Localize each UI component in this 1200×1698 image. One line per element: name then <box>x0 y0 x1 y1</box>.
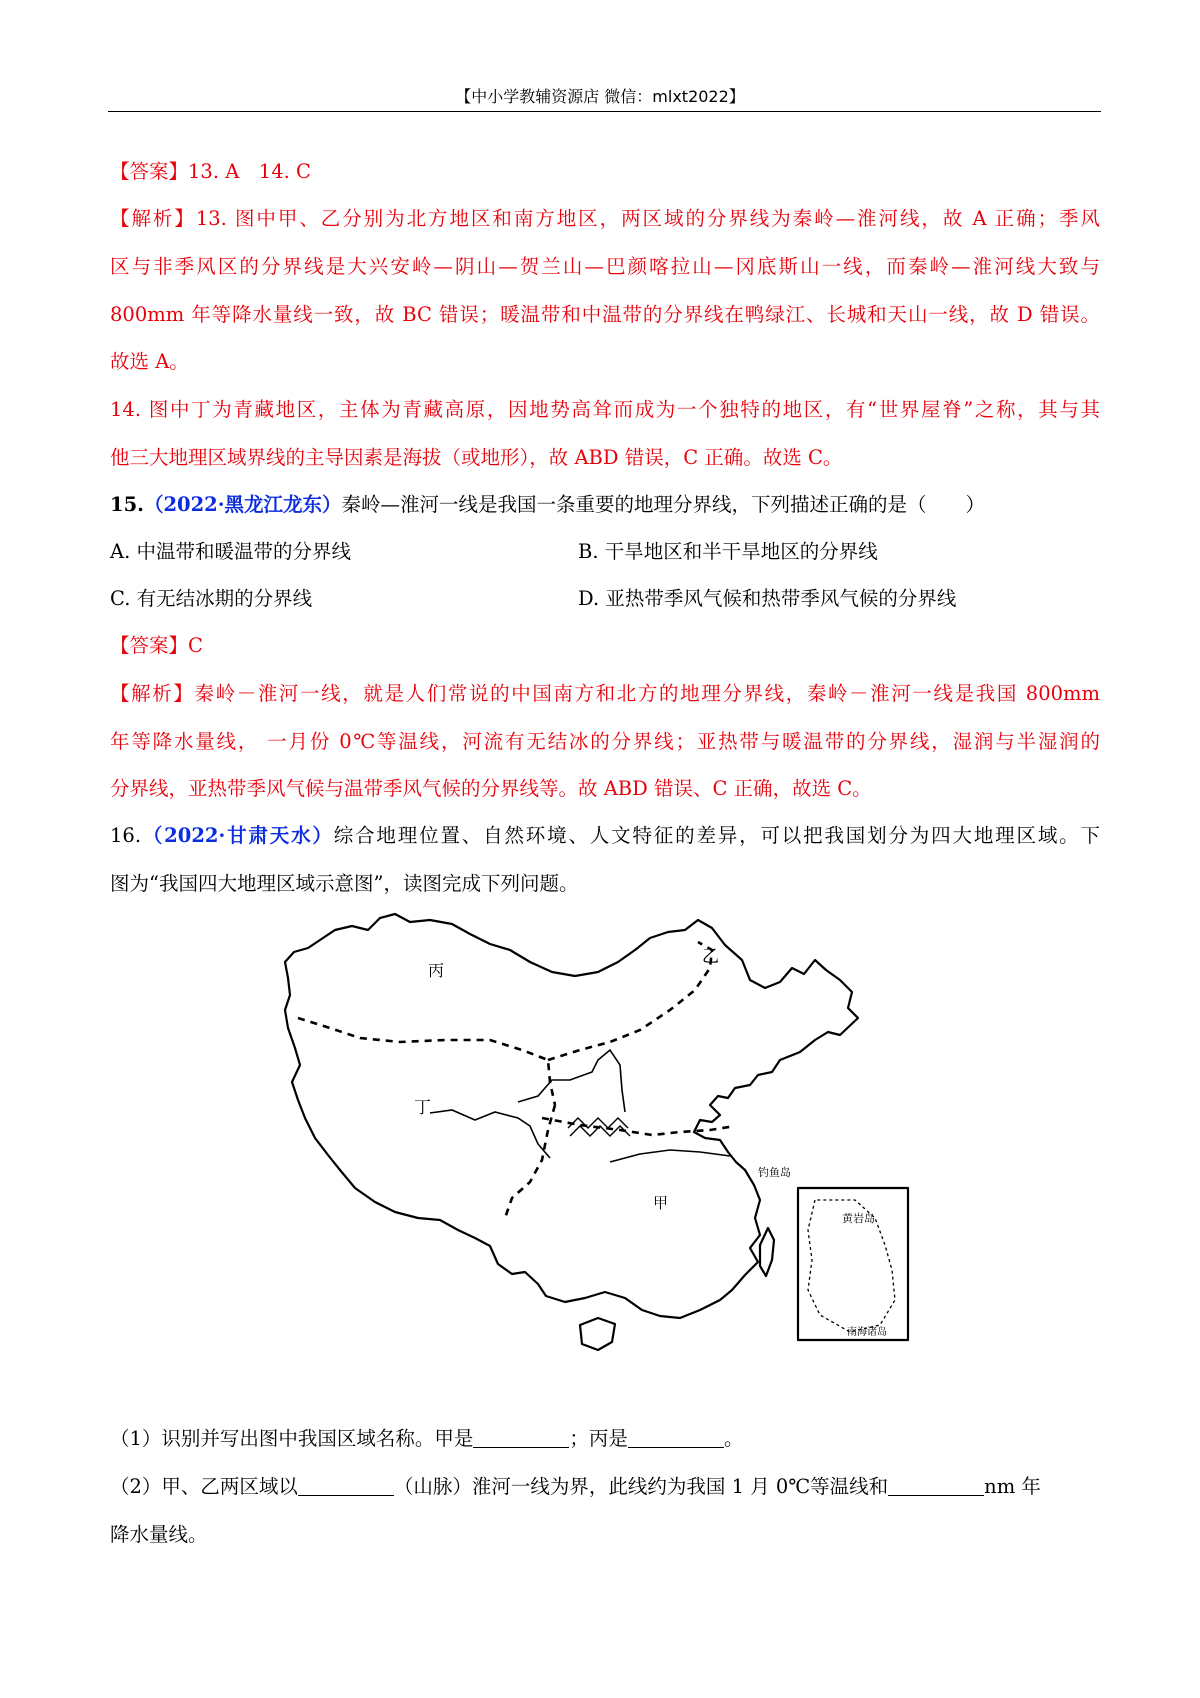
answer-blank-precipitation[interactable] <box>888 1475 984 1496</box>
answer-tag: 【答案】 <box>110 160 189 183</box>
sub1-text-b: ；丙是 <box>569 1427 628 1450</box>
sub2-text-b: （山脉）淮河一线为界，此线约为我国 1 月 0℃等温线和 <box>393 1475 889 1498</box>
analysis-tag: 【解析】 <box>110 207 196 230</box>
taiwan-island <box>760 1228 774 1276</box>
q15-analysis-line-2: 年等降水量线， 一月份 0℃等温线，河流有无结冰的分界线；亚热带与暖温带的分界线，湿润与半湿润的 <box>110 730 1100 753</box>
q16-stem-line-2: 图为“我国四大地理区域示意图”，读图完成下列问题。 <box>110 872 579 895</box>
q15-option-b: B. 干旱地区和半干旱地区的分界线 <box>578 540 878 563</box>
answer-blank-jia[interactable] <box>473 1427 569 1448</box>
page-header: 【中小学教辅资源店 微信：mlxt2022】 <box>455 87 745 106</box>
analysis-text: 13. 图中甲、乙分别为北方地区和南方地区，两区域的分界线为秦岭—淮河线，故 A 正确；季风 <box>195 207 1100 230</box>
map-label-huangyan: 黄岩岛 <box>842 1212 875 1225</box>
q16-number: 16. <box>110 824 142 847</box>
q15-analysis-line-3: 分界线，亚热带季风气候与温带季风气候的分界线等。故 ABD 错误、C 正确，故选 C。 <box>110 777 872 800</box>
q16-stem-text: 综合地理位置、自然环境、人文特征的差异，可以把我国划分为四大地理区域。下 <box>333 824 1100 847</box>
q15-analysis-line-1 <box>110 678 1100 708</box>
map-label-diaoyu: 钓鱼岛 <box>758 1166 791 1179</box>
q16-sub2-line-2: 降水量线。 <box>110 1523 208 1546</box>
sub2-text-c: nm 年 <box>984 1475 1041 1498</box>
map-label-ding: 丁 <box>414 1098 431 1118</box>
answer-blank-bing[interactable] <box>628 1427 724 1448</box>
map-label-jia: 甲 <box>653 1194 669 1212</box>
q13-analysis-line-1 <box>110 203 1100 233</box>
south-china-sea-inset <box>798 1188 908 1340</box>
header-rule <box>108 111 1101 112</box>
q16-source: （2022·甘肃天水） <box>141 824 334 847</box>
hainan-island <box>580 1318 615 1350</box>
answer-tag: 【答案】 <box>110 634 189 657</box>
q14-analysis-line-2: 他三大地理区域界线的主导因素是海拔（或地形），故 ABD 错误，C 正确。故选 C。 <box>110 446 843 469</box>
map-label-yi: 乙 <box>702 947 719 967</box>
q15-answer-line <box>110 630 1100 658</box>
north-northwest-boundary <box>548 942 712 1060</box>
answer-blank-mountain[interactable] <box>298 1475 394 1496</box>
map-label-nanhai: 南海诸岛 <box>847 1327 887 1338</box>
q13-analysis-line-3: 800mm 年等降水量线一致，故 BC 错误；暖温带和中温带的分界线在鸭绿江、长城和天山一线，故 D 错误。 <box>110 303 1100 326</box>
analysis-text: 秦岭－淮河一线，就是人们常说的中国南方和北方的地理分界线，秦岭－淮河一线是我国 800mm <box>194 682 1100 705</box>
northwest-boundary <box>298 1018 555 1105</box>
china-regions-map <box>280 900 930 1408</box>
sub2-text-a: （2）甲、乙两区域以 <box>110 1475 298 1498</box>
q15-option-a: A. 中温带和暖温带的分界线 <box>110 540 351 563</box>
analysis-tag: 【解析】 <box>110 682 195 705</box>
q16-sub1 <box>110 1423 1100 1451</box>
q15-source: （2022·黑龙江龙东） <box>143 493 342 516</box>
q13-analysis-line-4: 故选 A。 <box>110 350 189 373</box>
q13-answer-line <box>110 156 1100 184</box>
q15-stem-text: 秦岭—淮河一线是我国一条重要的地理分界线，下列描述正确的是（ ） <box>341 493 986 516</box>
sub1-text-a: （1）识别并写出图中我国区域名称。甲是 <box>110 1427 474 1450</box>
q15-stem <box>110 489 1100 517</box>
central-region-boundary <box>518 1050 625 1112</box>
q15-option-c: C. 有无结冰期的分界线 <box>110 587 313 610</box>
q16-stem-line-1 <box>110 820 1100 850</box>
q15-option-d: D. 亚热带季风气候和热带季风气候的分界线 <box>578 587 957 610</box>
tibet-east-boundary <box>505 1105 555 1218</box>
map-label-bing: 丙 <box>428 961 445 980</box>
q15-number: 15. <box>110 493 144 516</box>
q13-analysis-line-2: 区与非季风区的分界线是大兴安岭—阴山—贺兰山—巴颜喀拉山—冈底斯山一线，而秦岭—淮河线大致与 <box>110 255 1100 278</box>
southern-inner-line <box>610 1150 730 1162</box>
answer-text: C <box>188 634 203 657</box>
qinghai-tibet-boundary <box>430 1110 550 1158</box>
sub1-text-c: 。 <box>723 1427 744 1450</box>
q14-analysis-line-1: 14. 图中丁为青藏地区，主体为青藏高原，因地势高耸而成为一个独特的地区，有“世界屋脊”之称，其与其 <box>110 398 1100 421</box>
answer-text: 13. A 14. C <box>188 160 311 183</box>
q16-sub2-line-1 <box>110 1471 1100 1499</box>
